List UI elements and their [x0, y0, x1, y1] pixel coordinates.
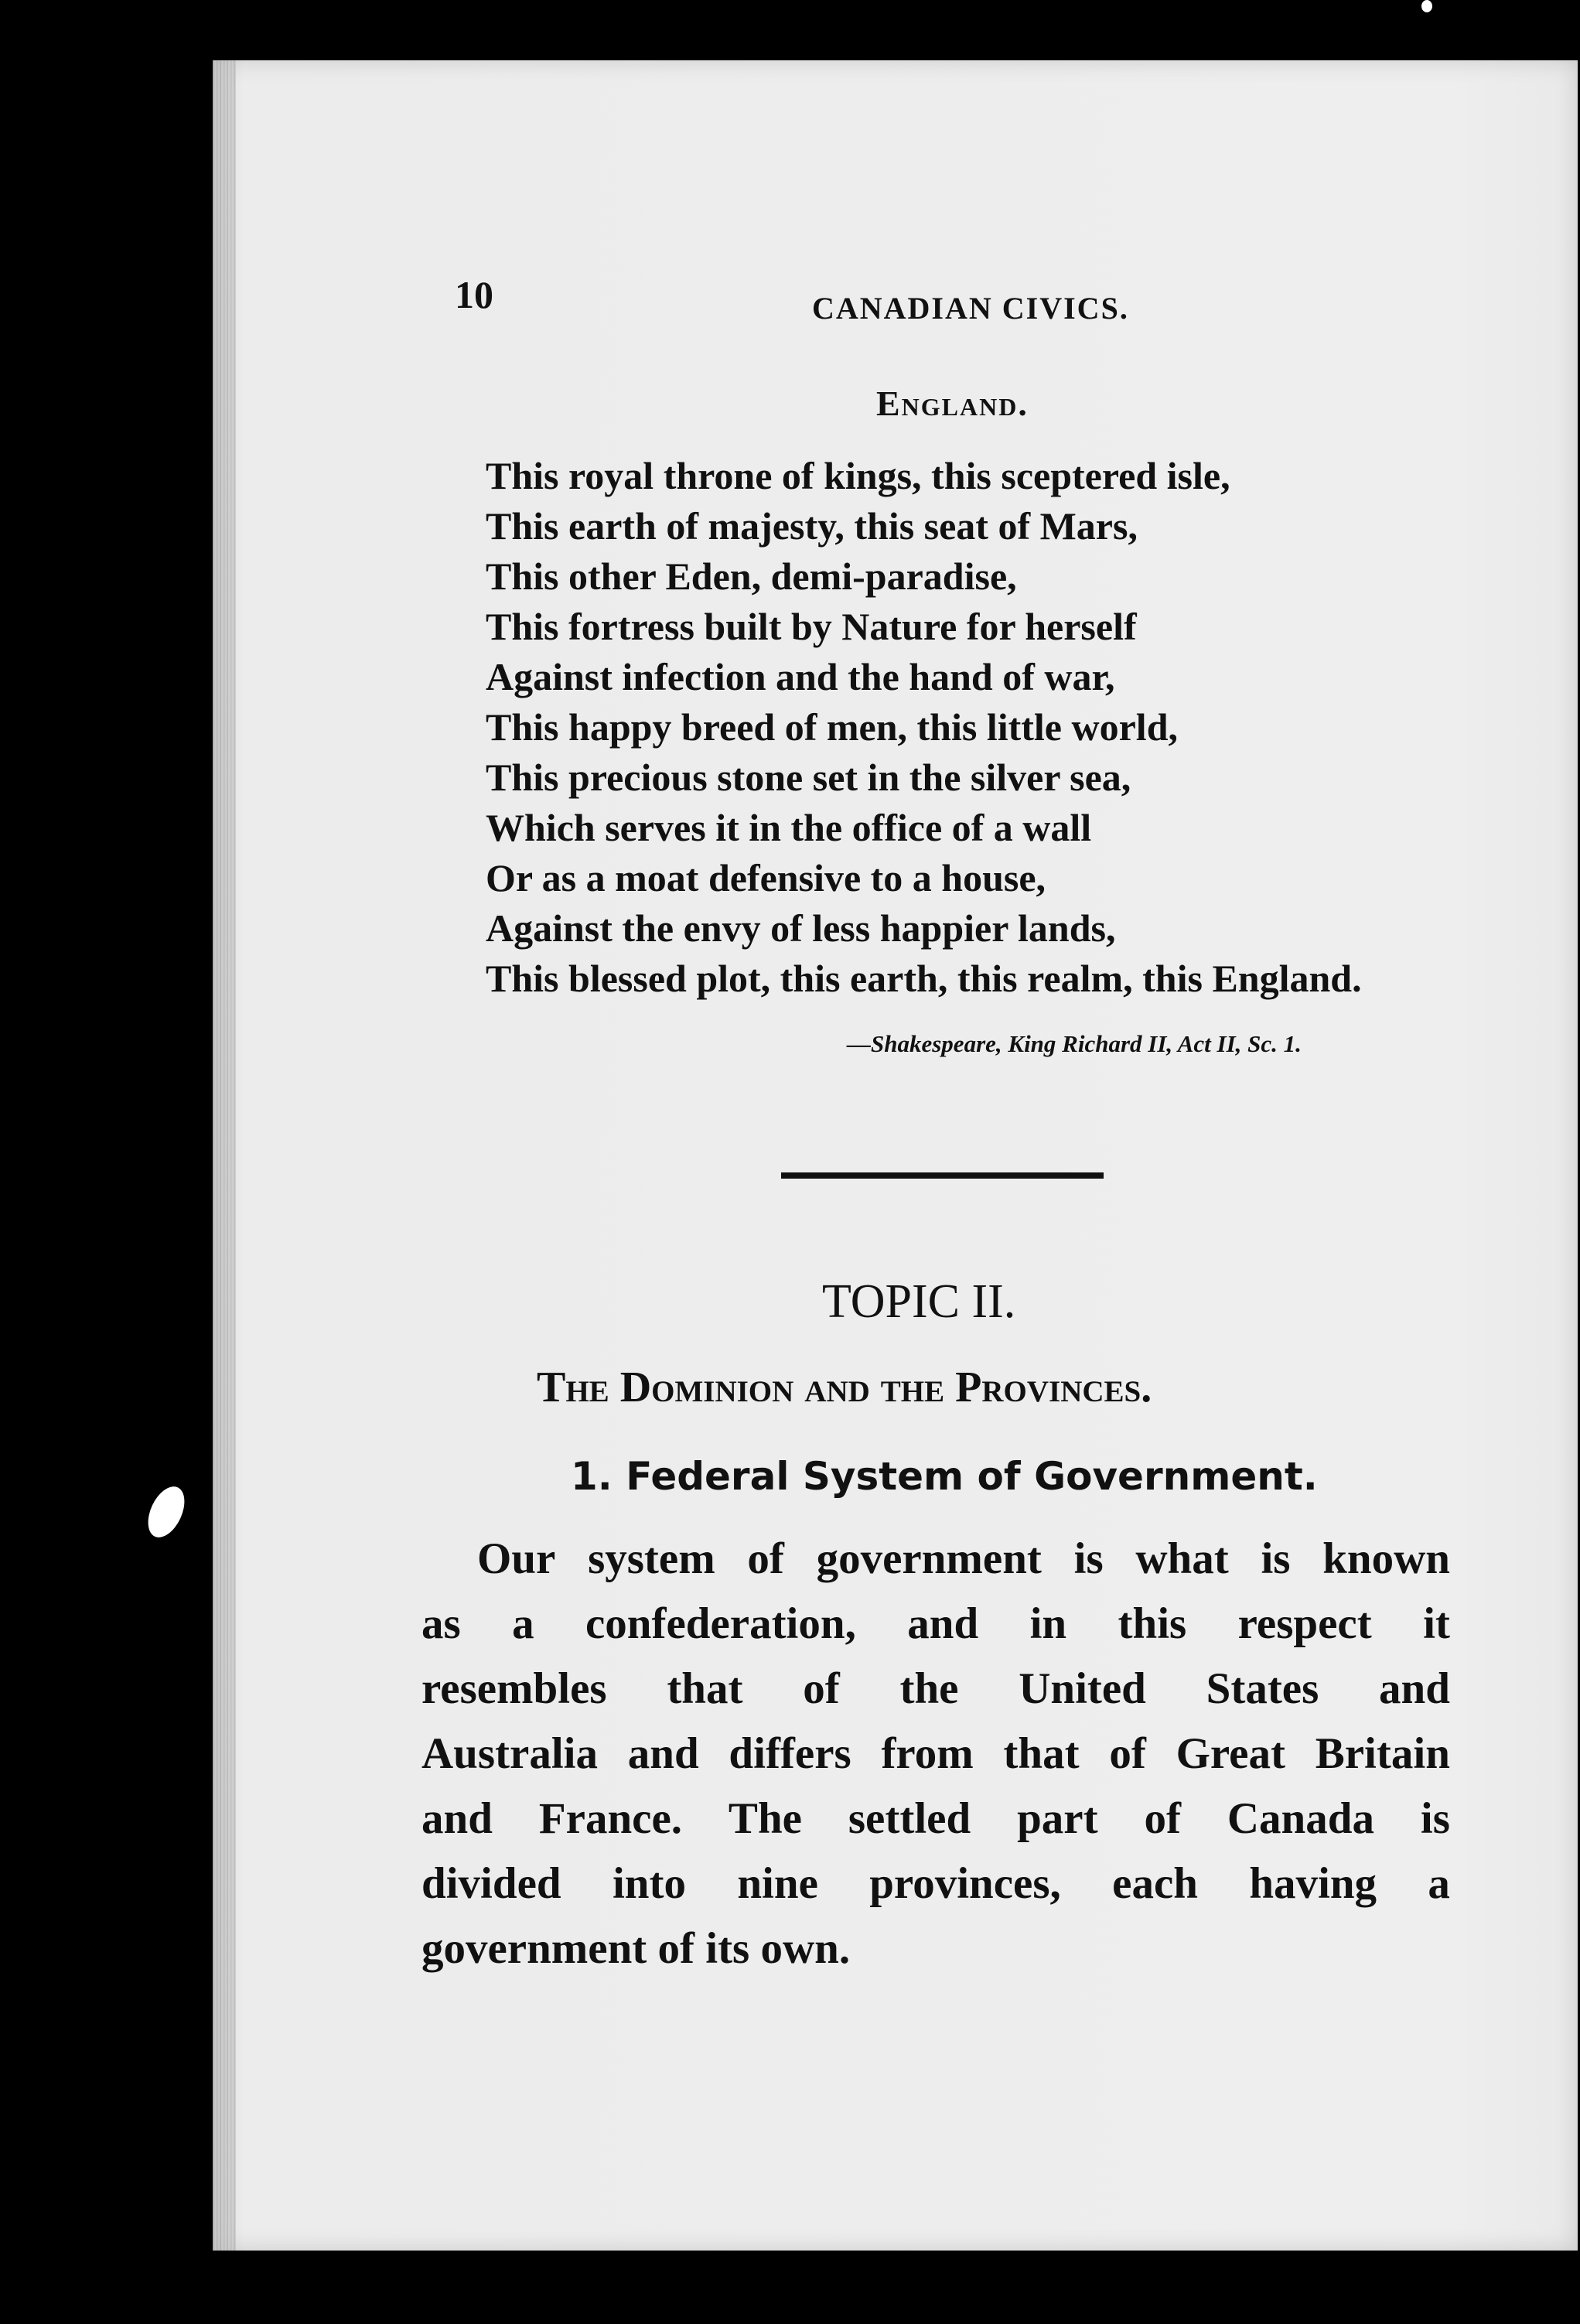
paragraph-word: this	[1118, 1599, 1187, 1648]
poem-line: Or as a moat defensive to a house,	[486, 856, 1046, 899]
body-paragraph	[421, 1527, 1450, 1981]
scan-artifact	[141, 1481, 192, 1543]
page-number: 10	[455, 273, 493, 316]
paragraph-line	[421, 1851, 1450, 1916]
poem-line: This earth of majesty, this seat of Mars,	[486, 504, 1138, 548]
paragraph-word: Australia	[421, 1729, 598, 1778]
paragraph-word: confederation,	[585, 1599, 856, 1648]
poem-line: Which serves it in the office of a wall	[486, 806, 1092, 849]
poem-line: This fortress built by Nature for herself	[486, 605, 1137, 648]
paragraph-word: a	[512, 1599, 534, 1648]
poem-attribution: —Shakespeare, King Richard II, Act II, Sc. 1.	[847, 1030, 1302, 1057]
paragraph-word: is	[1073, 1534, 1104, 1583]
paragraph-word: in	[1029, 1599, 1067, 1648]
paragraph-word: States	[1206, 1664, 1319, 1713]
paragraph-word: a	[1428, 1859, 1450, 1908]
paragraph-word: and	[421, 1794, 493, 1843]
poem-line: Against infection and the hand of war,	[486, 655, 1115, 698]
paragraph-word: system	[588, 1534, 715, 1583]
paragraph-word: and	[1379, 1664, 1450, 1713]
paragraph-line	[421, 1657, 1450, 1722]
paragraph-word: part	[1017, 1794, 1098, 1843]
paragraph-word: differs	[729, 1729, 851, 1778]
paragraph-word: the	[899, 1664, 959, 1713]
poem-line: This other Eden, demi-paradise,	[486, 555, 1017, 598]
paragraph-line	[421, 1787, 1450, 1851]
paragraph-word: and	[627, 1729, 699, 1778]
paragraph-line	[421, 1722, 1450, 1787]
paragraph-word: and	[907, 1599, 979, 1648]
section-heading: 1. Federal System of Government.	[571, 1454, 1318, 1499]
paragraph-word: respect	[1237, 1599, 1372, 1648]
paragraph-word: from	[881, 1729, 974, 1778]
paragraph-word: into	[612, 1859, 686, 1908]
poem-line: Against the envy of less happier lands,	[486, 906, 1116, 950]
paragraph-word: The	[728, 1794, 802, 1843]
paragraph-word: of	[1109, 1729, 1146, 1778]
paragraph-word: what	[1135, 1534, 1229, 1583]
paragraph-word: of	[747, 1534, 784, 1583]
running-head: CANADIAN CIVICS.	[812, 291, 1129, 326]
paragraph-word: is	[1261, 1534, 1291, 1583]
paragraph-line	[421, 1527, 1450, 1592]
paragraph-word: that	[667, 1664, 743, 1713]
paragraph-word: of	[803, 1664, 840, 1713]
paragraph-line	[421, 1592, 1450, 1657]
paragraph-word: Canada	[1227, 1794, 1374, 1843]
paragraph-word: Our	[477, 1534, 556, 1583]
topic-heading: TOPIC II.	[822, 1275, 1016, 1328]
poem-line: This blessed plot, this earth, this realm, this England.	[486, 957, 1362, 1000]
paragraph-word: settled	[848, 1794, 971, 1843]
poem-title: England.	[876, 384, 1029, 423]
paragraph-word: United	[1019, 1664, 1146, 1713]
paragraph-word: known	[1322, 1534, 1450, 1583]
paragraph-word: that	[1003, 1729, 1080, 1778]
scan-artifact	[1421, 0, 1432, 12]
paragraph-word: as	[421, 1599, 461, 1648]
topic-subtitle: The Dominion and the Provinces.	[537, 1363, 1152, 1411]
paragraph-word: France.	[538, 1794, 682, 1843]
paragraph-word: of	[1144, 1794, 1181, 1843]
section-divider	[781, 1172, 1104, 1179]
paragraph-line: government of its own.	[421, 1924, 851, 1973]
poem-line: This royal throne of kings, this sceptered isle,	[486, 454, 1230, 497]
page-binding-edge	[213, 60, 236, 2251]
poem-body	[486, 451, 1491, 1004]
poem-line: This happy breed of men, this little world,	[486, 705, 1178, 749]
poem-line: This precious stone set in the silver sea,	[486, 756, 1131, 799]
paragraph-word: having	[1249, 1859, 1377, 1908]
paragraph-word: each	[1112, 1859, 1198, 1908]
paragraph-word: government	[816, 1534, 1042, 1583]
paragraph-word: provinces,	[869, 1859, 1061, 1908]
paragraph-word: it	[1423, 1599, 1450, 1648]
paragraph-word: Great	[1176, 1729, 1285, 1778]
paragraph-word: divided	[421, 1859, 561, 1908]
paragraph-word: resembles	[421, 1664, 607, 1713]
paragraph-word: nine	[737, 1859, 818, 1908]
paragraph-word: Britain	[1315, 1729, 1450, 1778]
paragraph-word: is	[1420, 1794, 1450, 1843]
